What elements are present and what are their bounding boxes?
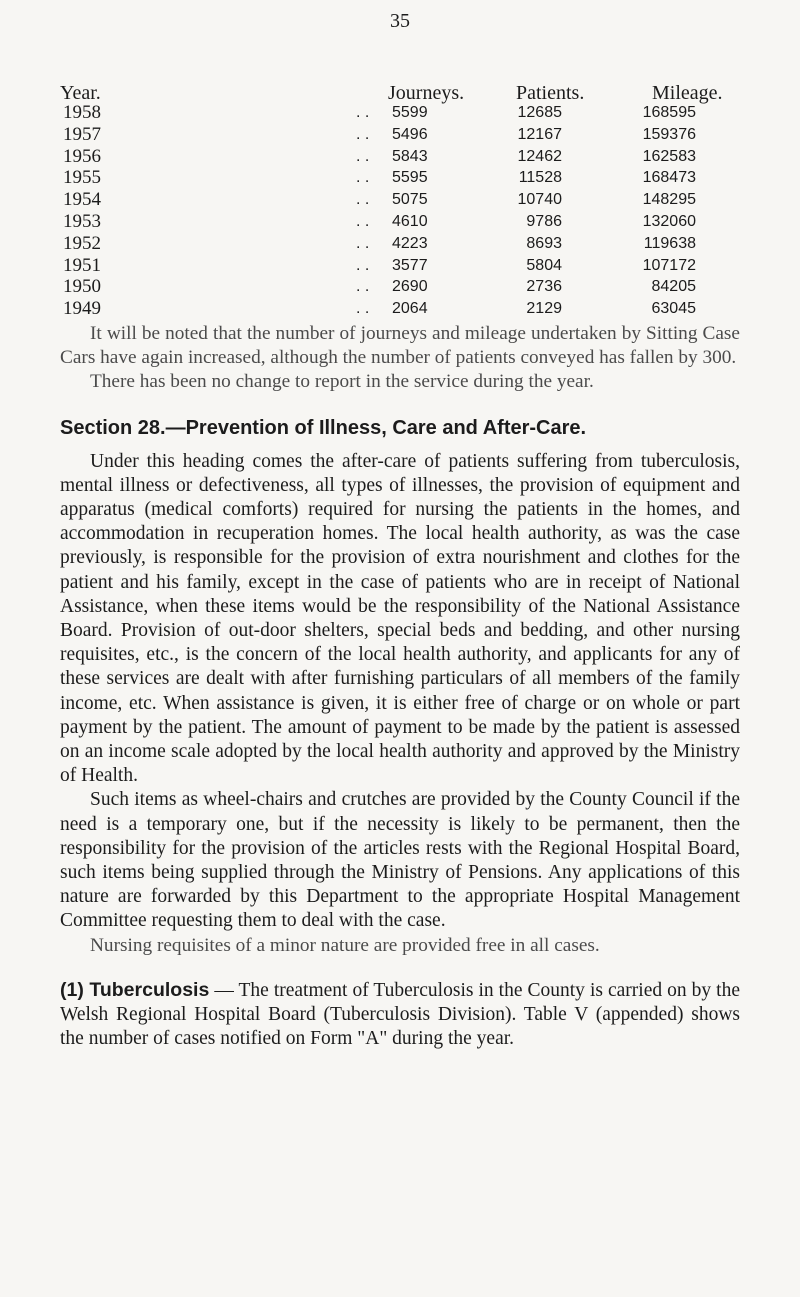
patients-cell: 10740 — [517, 191, 562, 209]
tuberculosis-label: (1) Tuberculosis — [60, 978, 210, 1001]
leader-dots: . . — [356, 300, 370, 318]
year-cell: 1952 — [63, 232, 101, 254]
table-body — [60, 104, 740, 322]
patients-cell: 2129 — [526, 300, 562, 318]
section-paragraph-3: Nursing requisites of a minor nature are provided free in all cases. — [90, 934, 600, 956]
leader-dots: . . — [356, 234, 370, 252]
header-mileage: Mileage. — [652, 82, 723, 104]
tuberculosis-text: — The treatment of Tuberculosis in the County is carried on by the Welsh Regional Hospital Board (Tuberculosis Division). Table V (appended) shows the number of cases notified on Form "A" during the year. — [60, 979, 740, 1050]
leader-dots: . . — [356, 125, 370, 143]
journeys-cell: 2690 — [392, 278, 428, 296]
table-row — [60, 300, 740, 322]
table-row — [60, 169, 740, 191]
journeys-table — [60, 82, 740, 322]
journeys-cell: 5496 — [392, 125, 428, 143]
year-cell: 1950 — [63, 276, 101, 298]
mileage-cell: 159376 — [642, 125, 696, 143]
patients-cell: 12685 — [517, 104, 562, 121]
patients-cell: 5804 — [526, 256, 562, 274]
patients-cell: 9786 — [526, 212, 562, 230]
mileage-cell: 84205 — [651, 278, 696, 296]
table-row — [60, 232, 740, 257]
year-cell: 1957 — [63, 123, 101, 145]
table-row — [60, 123, 740, 148]
patients-cell: 2736 — [526, 278, 562, 296]
section-paragraph-1: Under this heading comes the after-care of patients suffering from tuberculosis, mental illness or defectiveness, all types of illnesses, the provision of equipment and apparatus (medical comforts) required for nursing the patients in the homes, and accommodation in recuperation homes. The local health authority, as was the case previously, is responsible for the provision of extra nourishment and clothes for the patient and his family, except in the case of patients who are in receipt of National Assistance, when these items would be the responsibility of the National Assistance Board. Provision of out-door shelters, special beds and bedding, and other nursing requisites, etc., is the concern of the local health authority, and applicants for any of these services are dealt with after furnishing particulars of all members of the family income, etc. When assistance is given, it is either free of charge or on whole or part payment by the patient. The amount of payment to be made by the patient is assessed on an income scale adopted by the local health authority and approved by the Ministry of Health. — [60, 450, 740, 787]
leader-dots: . . — [356, 212, 370, 230]
year-cell: 1951 — [63, 254, 101, 276]
year-cell: 1953 — [63, 210, 101, 232]
journeys-cell: 4223 — [392, 234, 428, 252]
section-paragraph-2: Such items as wheel-chairs and crutches are provided by the County Council if the need is a temporary one, but if the necessity is likely to be permanent, then the responsibility for the provision of the articles rests with the Regional Hospital Board, such items being supplied through the Ministry of Pensions. Any applications of this nature are forwarded by this Department to the appropriate Hospital Management Committee requesting them to deal with the case. — [60, 789, 740, 932]
mileage-cell: 63045 — [651, 300, 696, 318]
mileage-cell: 107172 — [642, 256, 696, 274]
year-cell: 1955 — [63, 167, 101, 189]
paragraph-mileage-note: It will be noted that the number of journeys and mileage undertaken by Sitting Case Cars have again increased, although the number of patients conveyed has fallen by 300. — [60, 323, 740, 369]
mileage-cell: 168595 — [642, 104, 696, 121]
leader-dots: . . — [356, 104, 370, 121]
year-cell: 1949 — [63, 298, 101, 320]
table-row — [60, 278, 740, 300]
section-heading: Section 28.—Prevention of Illness, Care and After-Care. — [60, 416, 587, 439]
leader-dots: . . — [356, 256, 370, 274]
table-row — [60, 104, 740, 126]
leader-dots: . . — [356, 191, 370, 209]
table-row — [60, 210, 740, 235]
journeys-cell: 5595 — [392, 169, 428, 187]
leader-dots: . . — [356, 278, 370, 296]
header-year: Year. — [60, 82, 101, 104]
leader-dots: . . — [356, 169, 370, 187]
header-journeys: Journeys. — [388, 82, 465, 104]
table-row — [60, 191, 740, 213]
table-row — [60, 254, 740, 279]
journeys-cell: 5599 — [392, 104, 428, 121]
table-row — [60, 145, 740, 170]
table-header-row — [60, 82, 740, 104]
mileage-cell: 168473 — [642, 169, 696, 187]
mileage-cell: 148295 — [642, 191, 696, 209]
year-cell: 1958 — [63, 102, 101, 123]
body-text — [60, 322, 740, 1051]
paragraph-no-change: There has been no change to report in the service during the year. — [90, 371, 594, 393]
header-patients: Patients. — [516, 82, 585, 104]
journeys-cell: 2064 — [392, 300, 428, 318]
year-cell: 1956 — [63, 145, 101, 167]
patients-cell: 11528 — [518, 169, 562, 187]
mileage-cell: 132060 — [642, 212, 696, 230]
journeys-cell: 5843 — [392, 147, 428, 165]
year-cell: 1954 — [63, 189, 101, 211]
patients-cell: 8693 — [526, 234, 562, 252]
journeys-cell: 5075 — [392, 191, 428, 209]
tuberculosis-paragraph — [60, 978, 740, 1052]
journeys-cell: 4610 — [392, 212, 428, 230]
page-number: 35 — [390, 10, 410, 32]
mileage-cell: 162583 — [642, 147, 696, 165]
patients-cell: 12167 — [517, 125, 562, 143]
patients-cell: 12462 — [517, 147, 562, 165]
leader-dots: . . — [356, 147, 370, 165]
mileage-cell: 119638 — [643, 234, 696, 252]
journeys-cell: 3577 — [392, 256, 428, 274]
